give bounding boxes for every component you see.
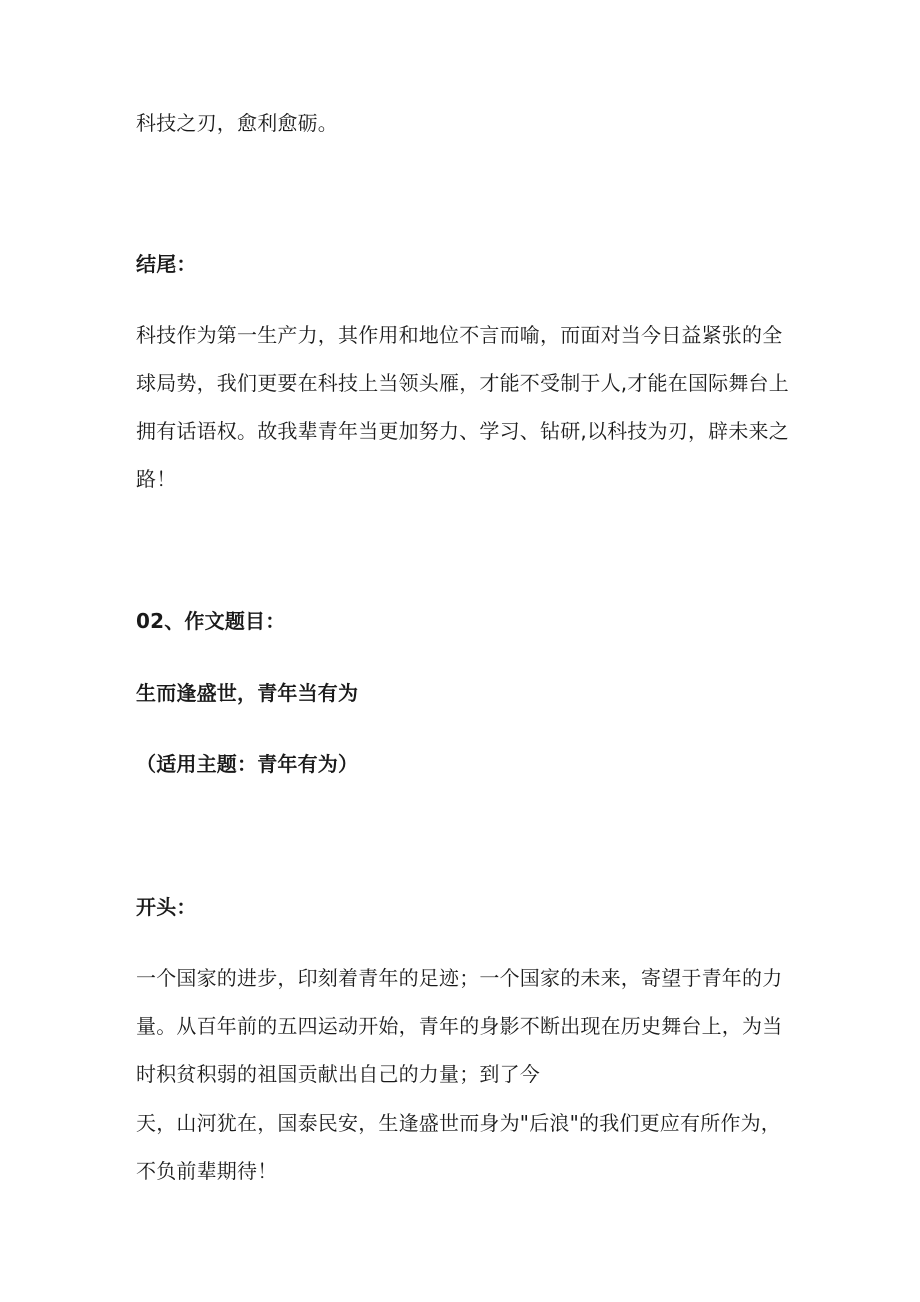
paragraph-line: 拥有话语权。故我辈青年当更加努力、学习、钻研,以科技为刃，辟未来之 bbox=[136, 419, 789, 443]
paragraph-line: 时积贫积弱的祖国贡献出自己的力量；到了今 bbox=[136, 1062, 540, 1086]
paragraph-line: 量。从百年前的五四运动开始，青年的身影不断出现在历史舞台上，为当 bbox=[136, 1014, 783, 1038]
essay-label: 02、作文题目： bbox=[136, 609, 286, 633]
paragraph-line: 科技作为第一生产力，其作用和地位不言而喻，而面对当今日益紧张的全 bbox=[136, 323, 783, 347]
essay-title: 生而逢盛世，青年当有为 bbox=[136, 681, 359, 705]
paragraph-line: 一个国家的进步，印刻着青年的足迹；一个国家的未来，寄望于青年的力 bbox=[136, 966, 783, 990]
paragraph-line: 科技之刃，愈利愈砺。 bbox=[136, 111, 338, 135]
paragraph-line: 路！ bbox=[136, 467, 177, 491]
essay-theme: （适用主题：青年有为） bbox=[136, 752, 359, 776]
section-heading-opening: 开头： bbox=[136, 895, 197, 919]
paragraph-line: 不负前辈期待！ bbox=[136, 1159, 278, 1183]
section-heading-ending: 结尾： bbox=[136, 252, 197, 276]
paragraph-line: 球局势，我们更要在科技上当领头雁，才能不受制于人,才能在国际舞台上 bbox=[136, 371, 789, 395]
paragraph-line: 天，山河犹在，国泰民安，生逢盛世而身为"后浪"的我们更应有所作为， bbox=[136, 1111, 781, 1135]
